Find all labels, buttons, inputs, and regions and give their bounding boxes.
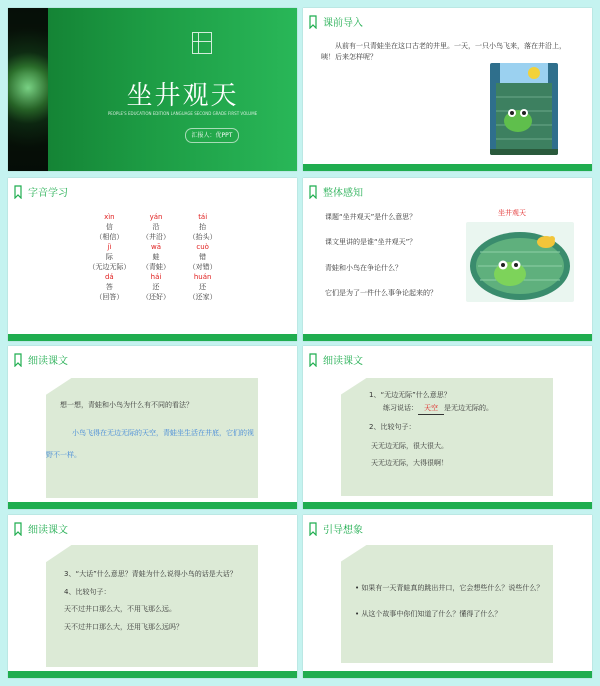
- practice-line: 练习说话： 天空 是无边无际的。: [383, 403, 493, 415]
- pinyin: cuò: [196, 243, 209, 251]
- content-card: [341, 545, 553, 663]
- cover-title: 坐井观天: [126, 81, 239, 111]
- slide-title: 字音学习: [28, 188, 68, 199]
- character: 还: [199, 283, 207, 291]
- cover-subtitle: PEOPLE'S EDUCATION EDITION LANGUAGE SECOND GRADE FIRST VOLUME: [107, 111, 258, 116]
- frog-well-illustration: [466, 222, 574, 302]
- character: 际: [105, 253, 113, 261]
- pinyin: hái: [150, 273, 162, 281]
- word: （回答）: [95, 293, 124, 301]
- slide-6[interactable]: [303, 346, 592, 509]
- logo-icon: [192, 32, 212, 54]
- character: 答: [105, 283, 113, 291]
- word: （还家）: [188, 293, 217, 301]
- question: • 从这个故事中你们知道了什么？懂得了什么？: [355, 610, 502, 618]
- question: 它们是为了一件什么事争论起来的？: [325, 289, 437, 297]
- pinyin: jì: [107, 243, 112, 251]
- pinyin: wā: [151, 243, 162, 251]
- bookmark-icon: [309, 185, 317, 199]
- pinyin: tái: [198, 213, 208, 221]
- slide-title: 引导想象: [323, 525, 363, 536]
- slide-title: 细读课文: [28, 525, 68, 536]
- character: 信: [105, 223, 113, 231]
- bookmark-icon: [309, 522, 317, 536]
- intro-text: 从前有一只青蛙坐在这口古老的井里。一天，一只小鸟飞来，落在井沿上，咦！后来怎样呢？: [321, 42, 566, 61]
- answer-blank: 天空: [418, 403, 444, 415]
- word: （还好）: [142, 293, 170, 301]
- sentence: 天无边无际，很大很大。: [371, 442, 448, 450]
- question: 青蛙和小鸟在争论什么？: [325, 264, 402, 272]
- bookmark-icon: [309, 15, 317, 29]
- slide-title: 细读课文: [323, 356, 363, 367]
- question: 1、“无边无际”什么意思？: [369, 391, 451, 399]
- slide-3[interactable]: [8, 178, 297, 341]
- slide-header: [14, 184, 68, 199]
- question: 课文里讲的是谁“坐井观天”？: [325, 238, 417, 246]
- presenter-button[interactable]: 汇报人：优PPT: [185, 128, 239, 143]
- sentence: 天不过井口那么大，不用飞那么远。: [64, 605, 176, 613]
- character: 抬: [199, 223, 207, 231]
- question: 2、比较句子：: [369, 423, 416, 431]
- pinyin: dá: [104, 273, 114, 281]
- bookmark-icon: [14, 353, 22, 367]
- slide-4[interactable]: [303, 178, 592, 341]
- character: 沿: [152, 223, 160, 231]
- word: （抬头）: [188, 233, 217, 241]
- bookmark-icon: [309, 353, 317, 367]
- slide-title: 细读课文: [28, 356, 68, 367]
- slide-header: [309, 184, 363, 199]
- word: （对错）: [188, 263, 217, 271]
- pinyin: xìn: [104, 213, 115, 221]
- pinyin-table: [86, 212, 226, 302]
- sentence: 天不过井口那么大，还用飞那么远吗？: [64, 623, 183, 631]
- slide-title: 整体感知: [323, 188, 363, 199]
- slide-8[interactable]: [303, 515, 592, 678]
- character: 还: [152, 283, 160, 291]
- pinyin: huán: [193, 273, 212, 281]
- slide-header: [14, 352, 68, 367]
- slide-1-cover[interactable]: [8, 8, 297, 171]
- slide-header: [309, 521, 363, 536]
- word: （青蛙）: [142, 263, 170, 271]
- pinyin: yán: [149, 213, 163, 221]
- slide-5[interactable]: [8, 346, 297, 509]
- question: • 如果有一天青蛙真的跳出井口，它会想些什么？说些什么？: [355, 584, 544, 592]
- word: （相信）: [95, 233, 124, 241]
- picture-label: 坐井观天: [498, 209, 526, 217]
- answer: 小鸟飞得在无边无际的天空，青蛙坐生活在井底，它们的视野不一样。: [46, 429, 254, 459]
- sentence: 天无边无际，大得很啊！: [371, 459, 448, 467]
- word: （无边无际）: [88, 263, 131, 271]
- character: 蛙: [152, 253, 160, 261]
- question: 4、比较句子：: [64, 588, 111, 596]
- question: 课题“坐井观天”是什么意思？: [325, 213, 417, 221]
- bookmark-icon: [14, 522, 22, 536]
- question: 想一想，青蛙和小鸟为什么有不同的看法？: [60, 401, 193, 409]
- slide-header: [309, 14, 363, 29]
- slide-header: [309, 352, 363, 367]
- slide-7[interactable]: [8, 515, 297, 678]
- slide-title: 课前导入: [323, 18, 363, 29]
- slide-2[interactable]: [303, 8, 592, 171]
- word: （井沿）: [142, 233, 170, 241]
- question: 3、“大话”什么意思？青蛙为什么说得小鸟的话是大话？: [64, 570, 237, 578]
- character: 错: [199, 253, 207, 261]
- slide-header: [14, 521, 68, 536]
- well-illustration: [490, 63, 558, 155]
- bookmark-icon: [14, 185, 22, 199]
